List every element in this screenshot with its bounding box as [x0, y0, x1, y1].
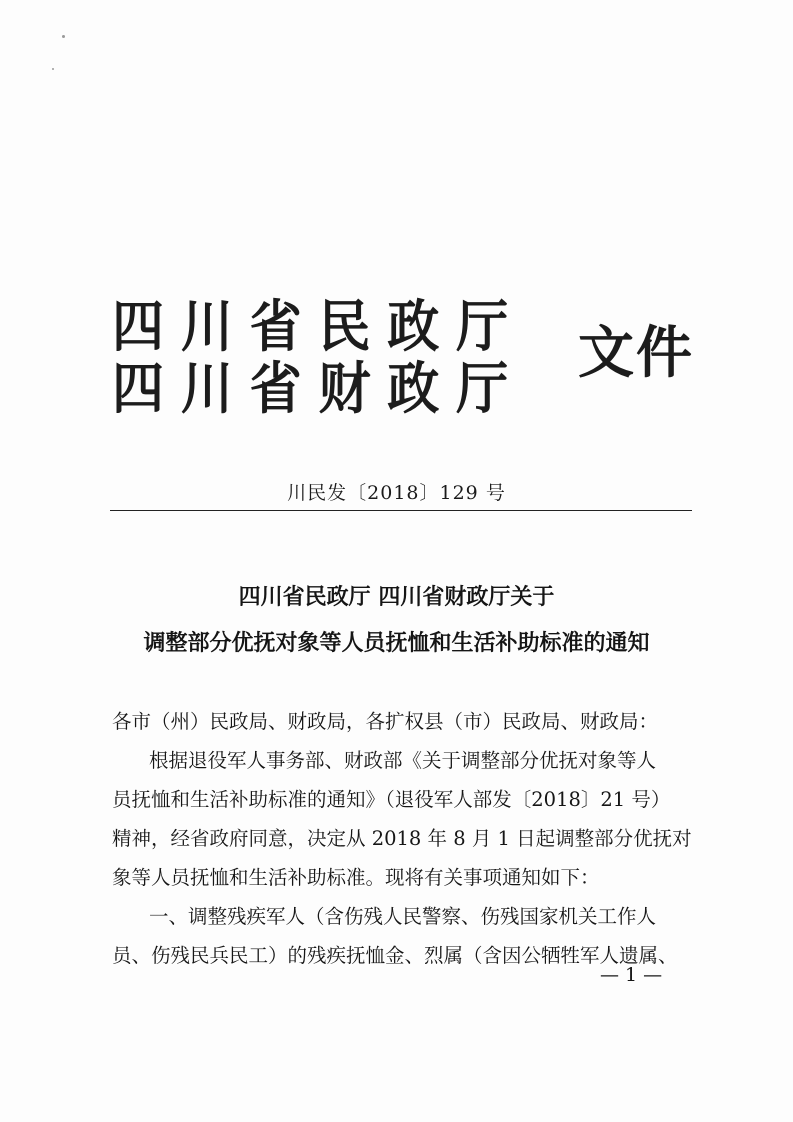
issuer-names	[112, 296, 556, 420]
paragraph-1-line-2: 员抚恤和生活补助标准的通知》（退役军人部发〔2018〕21 号）	[112, 788, 671, 811]
issuer-header	[112, 296, 692, 426]
document-word: 文件	[578, 320, 694, 386]
document-title-line-2: 调整部分优抚对象等人员抚恤和生活补助标准的通知	[143, 631, 650, 656]
document-title-line-1: 四川省民政厅 四川省财政厅关于	[238, 585, 555, 610]
scan-speck	[52, 68, 54, 70]
paragraph-1-line-1: 根据退役军人事务部、财政部《关于调整部分优抚对象等人	[149, 749, 657, 772]
paragraph-2-line-2: 员、伤残民兵民工）的残疾抚恤金、烈属（含因公牺牲军人遗属、	[112, 944, 678, 967]
paragraph-2-line-1: 一、调整残疾军人（含伤残人民警察、伤残国家机关工作人	[149, 905, 657, 928]
issuer-name-civil-affairs: 四川省民政厅	[112, 294, 525, 360]
document-number: 川民发〔2018〕129 号	[287, 482, 506, 504]
addressee-line: 各市（州）民政局、财政局，各扩权县（市）民政局、财政局：	[112, 710, 659, 733]
paragraph-1-line-3: 精神，经省政府同意，决定从 2018 年 8 月 1 日起调整部分优抚对	[112, 827, 692, 850]
paragraph-1-line-4: 象等人员抚恤和生活补助标准。现将有关事项通知如下：	[112, 866, 600, 889]
scan-speck	[62, 35, 65, 38]
header-divider	[110, 510, 692, 511]
issuer-name-finance: 四川省财政厅	[112, 356, 525, 422]
page-number: — 1 —	[600, 964, 663, 986]
